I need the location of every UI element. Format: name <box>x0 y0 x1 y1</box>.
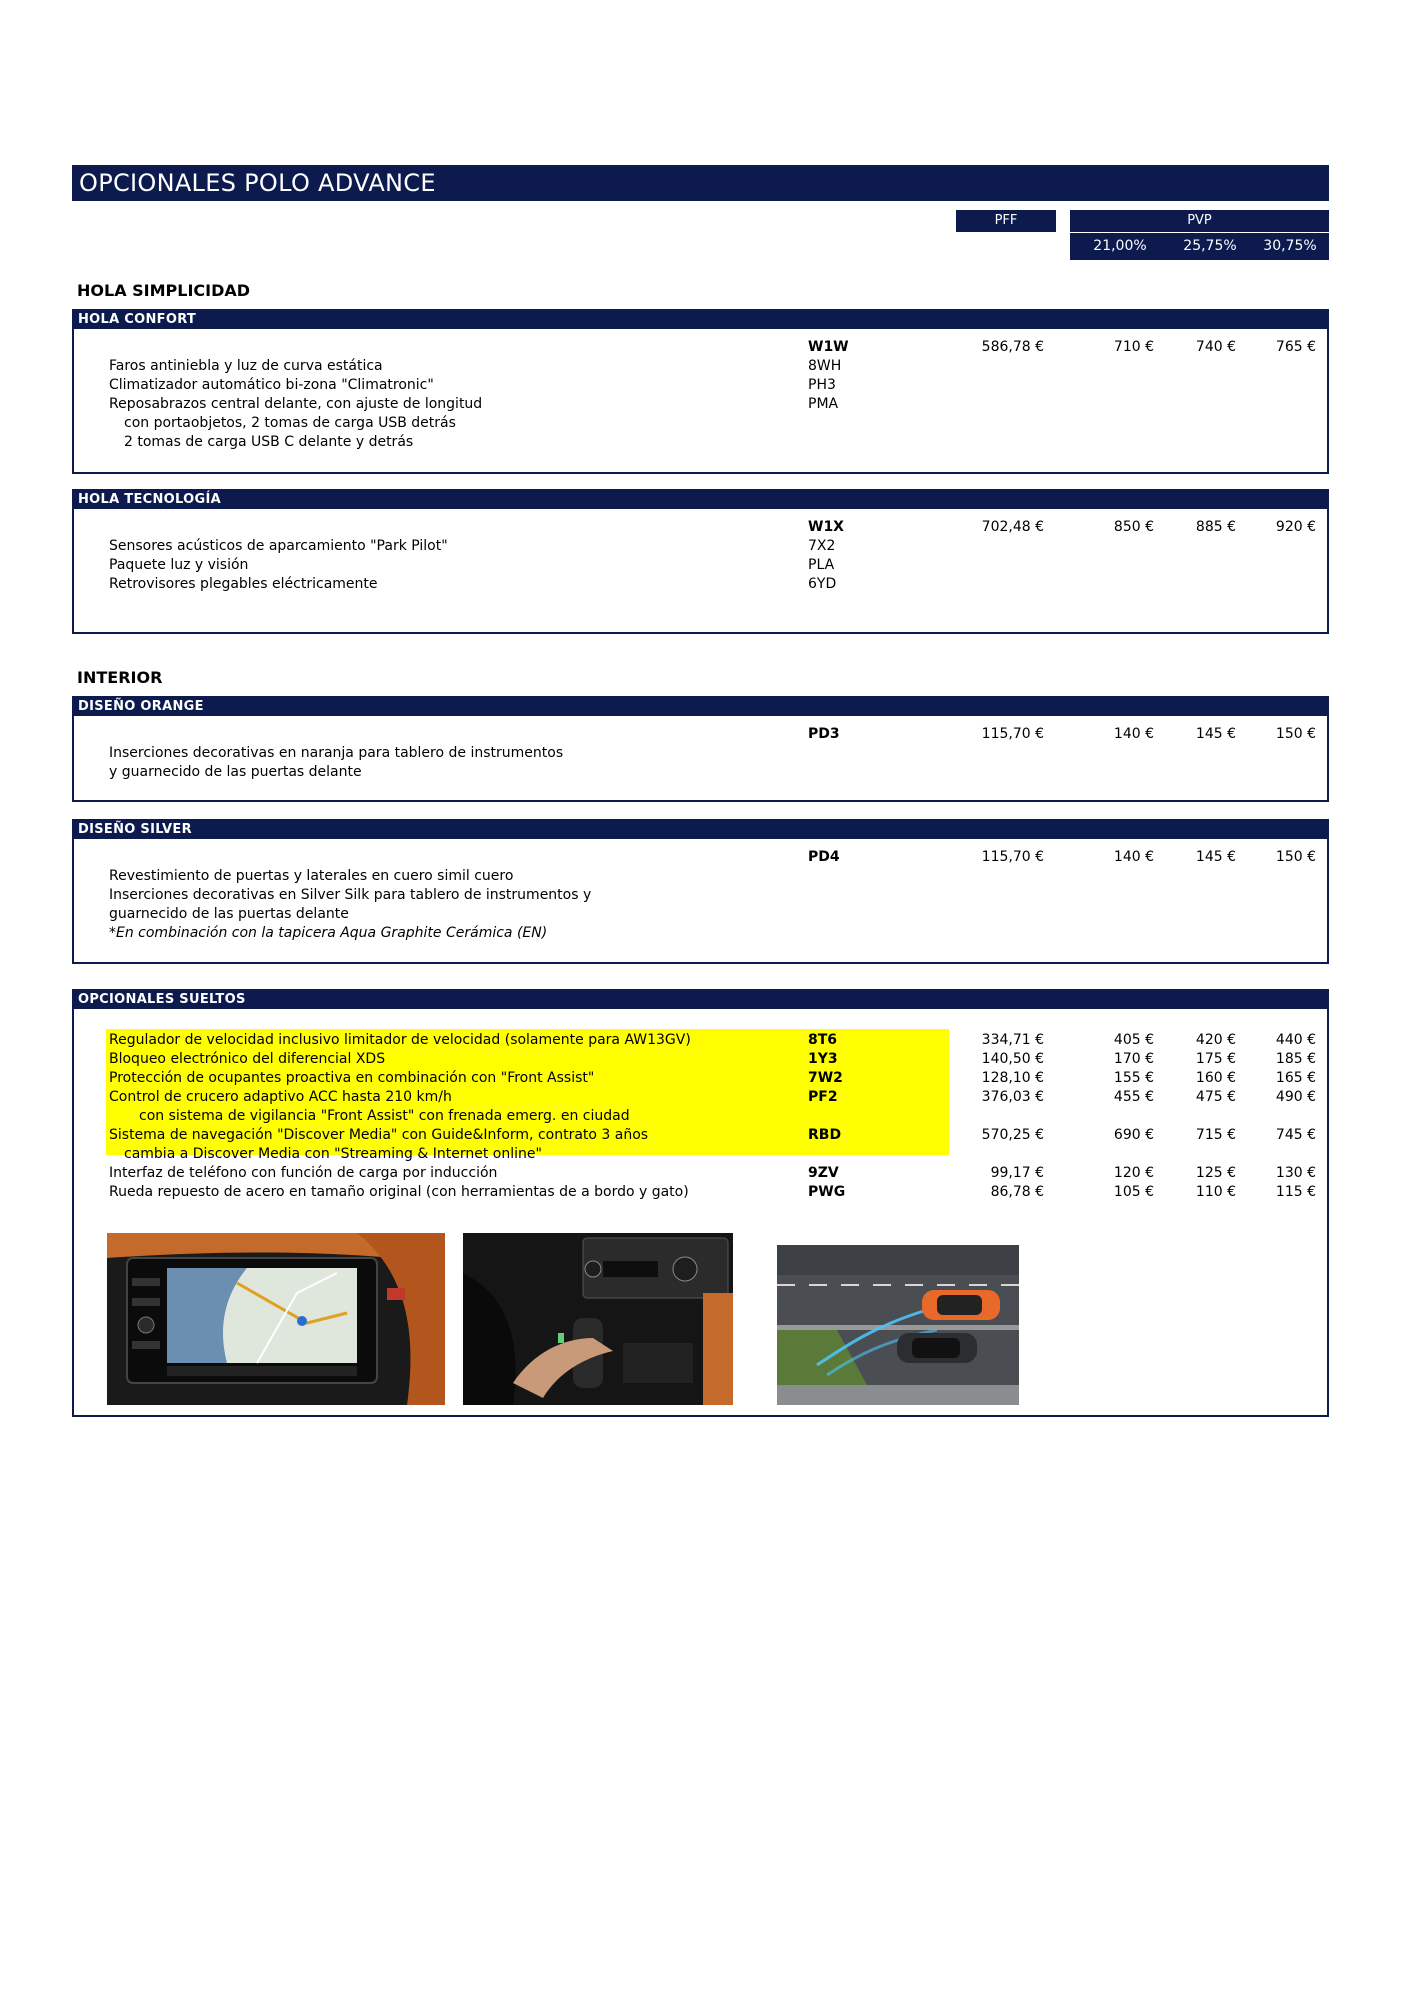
pack-item: Inserciones decorativas en naranja para tablero de instrumentos <box>109 745 564 761</box>
price-pff: 586,78 € <box>981 339 1044 355</box>
option-code: PF2 <box>808 1089 838 1105</box>
price-pvp-25: 885 € <box>1195 519 1236 535</box>
price-pff: 86,78 € <box>990 1184 1044 1200</box>
price-pvp-30: 440 € <box>1275 1032 1316 1048</box>
option-code: 7W2 <box>808 1070 843 1086</box>
pack-diseno-silver <box>72 819 1329 964</box>
pvp-rate-21: 21,00% <box>1093 238 1147 254</box>
pvp-header: PVP <box>1070 210 1329 233</box>
price-pff: 99,17 € <box>990 1165 1044 1181</box>
pack-item: Faros antiniebla y luz de curva estática <box>109 358 383 374</box>
option-code: RBD <box>808 1127 842 1143</box>
pack-item: 2 tomas de carga USB C delante y detrás <box>124 434 414 450</box>
pack-code: W1W <box>808 339 849 355</box>
pack-item: Sensores acústicos de aparcamiento "Park Pilot" <box>109 538 448 554</box>
option-text: Regulador de velocidad inclusivo limitador de velocidad (solamente para AW13GV) <box>109 1032 691 1048</box>
price-pff: 376,03 € <box>981 1089 1044 1105</box>
price-pvp-25: 475 € <box>1195 1089 1236 1105</box>
price-pvp-30: 115 € <box>1275 1184 1316 1200</box>
section-title-interior: INTERIOR <box>77 668 163 687</box>
price-pff: 570,25 € <box>981 1127 1044 1143</box>
pack-title: HOLA CONFORT <box>74 311 1327 329</box>
option-code: 1Y3 <box>808 1051 838 1067</box>
item-code: PLA <box>808 557 835 573</box>
pack-code: PD3 <box>808 726 840 742</box>
pack-item: Retrovisores plegables eléctricamente <box>109 576 378 592</box>
price-pvp-25: 110 € <box>1195 1184 1236 1200</box>
option-text: con sistema de vigilancia "Front Assist" con frenada emerg. en ciudad <box>139 1108 630 1124</box>
option-text: Control de crucero adaptivo ACC hasta 210 km/h <box>109 1089 452 1105</box>
pack-item: con portaobjetos, 2 tomas de carga USB detrás <box>124 415 456 431</box>
price-pvp-21: 170 € <box>1113 1051 1154 1067</box>
item-code: PH3 <box>808 377 836 393</box>
item-code: 7X2 <box>808 538 836 554</box>
pack-item: Revestimiento de puertas y laterales en cuero simil cuero <box>109 868 514 884</box>
option-text: Bloqueo electrónico del diferencial XDS <box>109 1051 386 1067</box>
price-pvp-21: 120 € <box>1113 1165 1154 1181</box>
option-text: Interfaz de teléfono con función de carga por inducción <box>109 1165 498 1181</box>
parking-assist-photo <box>777 1245 1019 1405</box>
price-pvp-25: 740 € <box>1195 339 1236 355</box>
pvp-rate-30: 30,75% <box>1263 238 1317 254</box>
pack-item: guarnecido de las puertas delante <box>109 906 349 922</box>
price-pvp-21: 405 € <box>1113 1032 1154 1048</box>
pack-code: W1X <box>808 519 844 535</box>
option-code: PWG <box>808 1184 846 1200</box>
price-pvp-30: 150 € <box>1275 849 1316 865</box>
pack-title: OPCIONALES SUELTOS <box>74 991 1327 1009</box>
item-code: 6YD <box>808 576 837 592</box>
option-text: Protección de ocupantes proactiva en combinación con "Front Assist" <box>109 1070 595 1086</box>
price-pvp-25: 145 € <box>1195 726 1236 742</box>
price-pvp-30: 920 € <box>1275 519 1316 535</box>
gear-lever-photo <box>463 1233 733 1405</box>
pack-item: Reposabrazos central delante, con ajuste de longitud <box>109 396 483 412</box>
price-pff: 334,71 € <box>981 1032 1044 1048</box>
price-pvp-30: 150 € <box>1275 726 1316 742</box>
pack-diseno-orange <box>72 696 1329 802</box>
pack-item: Inserciones decorativas en Silver Silk para tablero de instrumentos y <box>109 887 592 903</box>
option-text: cambia a Discover Media con "Streaming & Internet online" <box>124 1146 542 1162</box>
pack-title: DISEÑO SILVER <box>74 821 1327 839</box>
price-pvp-30: 165 € <box>1275 1070 1316 1086</box>
price-pvp-30: 130 € <box>1275 1165 1316 1181</box>
option-text: Sistema de navegación "Discover Media" con Guide&Inform, contrato 3 años <box>109 1127 649 1143</box>
price-pff: 115,70 € <box>981 849 1044 865</box>
price-pvp-30: 765 € <box>1275 339 1316 355</box>
pack-item: Climatizador automático bi-zona "Climatronic" <box>109 377 434 393</box>
navigation-screen-photo <box>107 1233 445 1405</box>
item-code: PMA <box>808 396 839 412</box>
price-pvp-25: 715 € <box>1195 1127 1236 1143</box>
pff-header: PFF <box>956 210 1056 232</box>
price-pvp-30: 490 € <box>1275 1089 1316 1105</box>
price-pvp-25: 420 € <box>1195 1032 1236 1048</box>
pack-footnote: *En combinación con la tapicera Aqua Graphite Cerámica (EN) <box>109 925 548 941</box>
price-pvp-30: 185 € <box>1275 1051 1316 1067</box>
price-pvp-30: 745 € <box>1275 1127 1316 1143</box>
price-pvp-21: 140 € <box>1113 726 1154 742</box>
option-text: Rueda repuesto de acero en tamaño original (con herramientas de a bordo y gato) <box>109 1184 689 1200</box>
pack-hola-tecnologia <box>72 489 1329 634</box>
price-pvp-21: 850 € <box>1113 519 1154 535</box>
price-pvp-25: 145 € <box>1195 849 1236 865</box>
price-pvp-21: 140 € <box>1113 849 1154 865</box>
pack-item: y guarnecido de las puertas delante <box>109 764 362 780</box>
pack-title: DISEÑO ORANGE <box>74 698 1327 716</box>
option-code: 8T6 <box>808 1032 838 1048</box>
price-pvp-21: 455 € <box>1113 1089 1154 1105</box>
price-pvp-21: 690 € <box>1113 1127 1154 1143</box>
section-title-simplicidad: HOLA SIMPLICIDAD <box>77 281 251 300</box>
page-title: OPCIONALES POLO ADVANCE <box>72 165 1329 201</box>
price-pvp-25: 160 € <box>1195 1070 1236 1086</box>
price-pff: 140,50 € <box>981 1051 1044 1067</box>
price-pff: 702,48 € <box>981 519 1044 535</box>
price-pvp-25: 125 € <box>1195 1165 1236 1181</box>
price-pvp-21: 155 € <box>1113 1070 1154 1086</box>
price-pff: 128,10 € <box>981 1070 1044 1086</box>
price-pvp-25: 175 € <box>1195 1051 1236 1067</box>
pack-item: Paquete luz y visión <box>109 557 249 573</box>
pack-opcionales-sueltos <box>72 989 1329 1417</box>
pack-code: PD4 <box>808 849 840 865</box>
pvp-rate-25: 25,75% <box>1183 238 1237 254</box>
pack-hola-confort <box>72 309 1329 474</box>
price-pvp-21: 105 € <box>1113 1184 1154 1200</box>
price-pvp-21: 710 € <box>1113 339 1154 355</box>
pack-title: HOLA TECNOLOGÍA <box>74 491 1327 509</box>
option-code: 9ZV <box>808 1165 839 1181</box>
price-pff: 115,70 € <box>981 726 1044 742</box>
item-code: 8WH <box>808 358 842 374</box>
